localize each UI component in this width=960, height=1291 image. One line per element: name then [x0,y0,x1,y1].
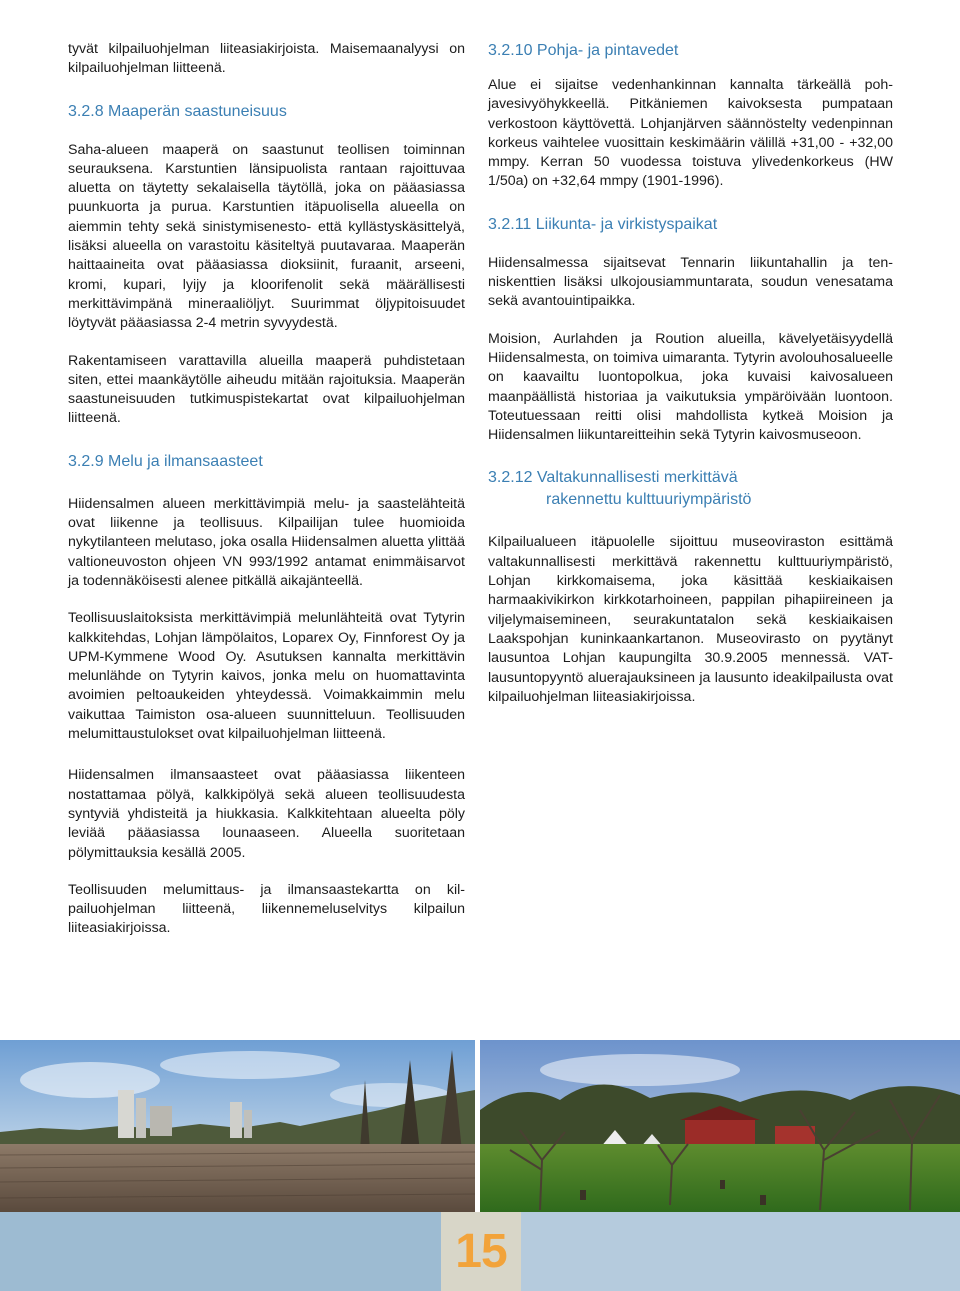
paragraph-3-2-11-a: Hiidensalmessa sijaitsevat Tennarin liikuntahallin ja tenniskenttien lisäksi ulkojousiammuntarata, soudun venesatama sekä avantouintipaikka. [488,254,893,310]
intro-paragraph: tyvät kilpailuohjelman liiteasiakirjoista. Maisemaanalyysi on kilpailuohjelman liitteenä. [68,41,465,77]
heading-3-2-12-line2: rakennettu kulttuuriympäristö [546,491,752,509]
heading-3-2-10: 3.2.10 Pohja- ja pintavedet [488,42,679,59]
paragraph-3-2-9-d: Teollisuuden melumittaus- ja ilmansaastekartta on kilpailuohjelman liitteenä, liikennemeluselvitys kilpailun liiteasiakirjoissa. [68,881,465,937]
heading-3-2-12-line1: 3.2.12 Valtakunnallisesti merkittävä [488,469,738,487]
page-number: 15 [455,1225,507,1278]
paragraph-3-2-10: Alue ei sijaitse vedenhankinnan kannalta tärkeällä pohjavesivyöhykkeellä. Pitkäniemen kaivoksesta pumpataan verkostoon käyttövettä. Lohjanjärven säännöstelty vedenpinnan korkeus vaihtelee vuosittain keskimäärin välillä +31,00 - +32,00 mmpy. Kerran 50 vuodessa toistuva ylivedenkorkeus (HW 1/50a) on +32,64 mmpy (1901-1996). [488,77,893,190]
heading-3-2-12 [488,467,893,511]
paragraph-3-2-12: Kilpailualueen itäpuolelle sijoittuu museoviraston esittämä valtakunnallisesti merkittävä rakennettu kulttuuriympäristö, Lohjan kirkkomaisema, joka käsittää keskiaikaisen harmaakivikirkon kirkkotarhoineen, pappilan pihapiireineen ja viljelymaisemineen, seurakuntatalon sekä keskiaikaisen Laakspohjan kuninkaankartanon. Museovirasto on pyytänyt lausuntoa Lohjan kaupungilta 30.9.2005 mennessä. VAT-lausuntopyyntö aluerajauksineen ja lausunto ideakilpailusta ovat kilpailuohjelman liiteasiakirjoissa. [488,534,893,705]
heading-3-2-8: 3.2.8 Maaperän saastuneisuus [68,102,287,120]
left-column [68,40,465,939]
paragraph-3-2-9-a: Hiidensalmen alueen merkittävimpiä melu- ja saastelähteitä ovat liikenne ja teollisuus. Kilpailijan tulee huomioida nykytilanteen melutaso, joka osalla Hiidensalmen aluetta ylittää valtioneuvoston ohjeen VN 993/1992 antamat enimmäisarvot ja todennäköisesti alenee pitkällä aikajänteellä. [68,495,465,589]
paragraph-3-2-9-c: Hiidensalmen ilmansaasteet ovat pääasiassa liikenteen nostattamaa pölyä, kalkkipölyä sekä alueen teollisuudesta syntyviä yhdisteitä ja hiukkasia. Kalkkitehtaan alueelta pöly leviää pääasiassa lounaaseen. Alueella suoritetaan pölymittauksia kesällä 2005. [68,767,465,861]
photo-field-with-factory [0,1040,475,1212]
heading-3-2-9: 3.2.9 Melu ja ilmansaasteet [68,452,263,470]
page-number-box [441,1212,521,1291]
right-column [488,40,893,707]
photo-apple-orchard [480,1040,960,1212]
paragraph-3-2-9-b: Teollisuuslaitoksista merkittävimpiä melunlähteitä ovat Tytyrin kalkkitehdas, Lohjan lämpölaitos, Loparex Oy, Finnforest Oy ja UPM-Kymmene Wood Oy. Asutuksen kannalta merkittävin melunlähde on Tytyrin kaivos, jonka melu on huomattavinta avoimien peltoaukeiden yhteydessä. Voimakkaimmin melu vaikuttaa Taimiston osa-alueen suunnitteluun. Teollisuuden melumittaustulokset ovat kilpailuohjelman liitteenä. [68,610,465,743]
heading-3-2-11: 3.2.11 Liikunta- ja virkistyspaikat [488,215,718,233]
paragraph-3-2-11-b: Moision, Aurlahden ja Roution alueilla, kävelyetäisyydellä Hiidensalmesta, on toimiva uimaranta. Tytyrin avolouhosalueelle on kaavailtu luontopolkua, joka kuvaisi kaivosalueen maanpäällistä historiaa ja vaikutuksia ympäröivään luontoon. Toteutuessaan reitti olisi mahdollista kytkeä Moision ja Hiidensalmen liikuntareitteihin sekä Tytyrin kaivosmuseoon. [488,330,893,444]
paragraph-3-2-8-a: Saha-alueen maaperä on saastunut teollisen toiminnan seurauksena. Karstuntien länsipuolista rantaan rajoittuvaa aluetta on täytetty sekalaisella täytöllä, joka on pääasiassa puunkuorta ja purua. Karstuntien itäpuolisella alueella on aiemmin tehty sekä sinistymisenesto- että kyllästyskäsittelyä, lisäksi alueella on varastoitu käsiteltyä puutavaraa. Maaperän haittaaineita ovat pääasiassa dioksiinit, furaanit, arseeni, kromi, kupari, lyijy ja kloorifenolit sekä määrällisesti merkittävimpänä mineraaliöljyt. Suurimmat öljypitoisuudet löytyvät pääasiassa 2-4 metrin syvyydestä. [68,141,465,332]
paragraph-3-2-8-b: Rakentamiseen varattavilla alueilla maaperä puhdistetaan siten, ettei maankäytölle aiheudu mitään rajoituksia. Maaperän saastuneisuuden tutkimuspistekartat ovat kilpailuohjelman liitteenä. [68,352,465,427]
photo-strip [0,1040,960,1212]
